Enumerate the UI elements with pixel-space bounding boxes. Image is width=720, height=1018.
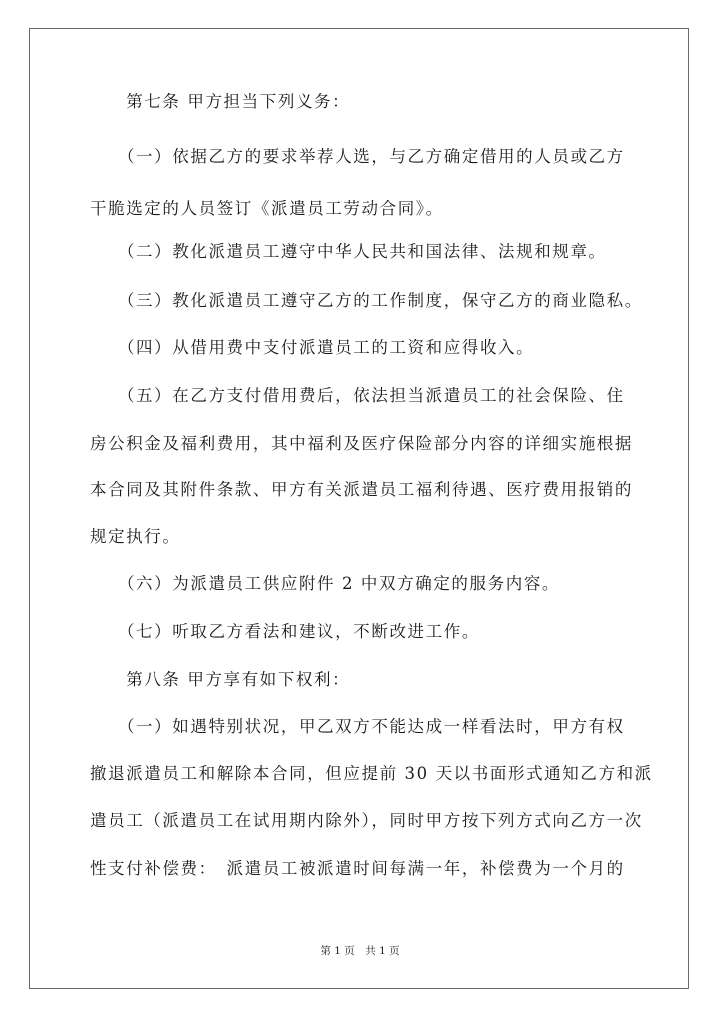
paragraph-line: （三）教化派遣员工遵守乙方的工作制度，保守乙方的商业隐私。 bbox=[90, 291, 643, 310]
paragraph-line: 性支付补偿费： 派遣员工被派遣时间每满一年，补偿费为一个月的 bbox=[90, 859, 625, 878]
article-heading: 第八条 甲方享有如下权利： bbox=[90, 670, 351, 689]
paragraph-line: （一）依据乙方的要求举荐人选，与乙方确定借用的人员或乙方 bbox=[90, 147, 625, 166]
paragraph-line: （四）从借用费中支付派遣员工的工资和应得收入。 bbox=[90, 338, 535, 357]
article-heading: 第七条 甲方担当下列义务： bbox=[90, 92, 351, 111]
paragraph-line: （六）为派遣员工供应附件 2 中双方确定的服务内容。 bbox=[90, 574, 561, 593]
paragraph-line: 干脆选定的人员签订《派遣员工劳动合同》。 bbox=[90, 199, 444, 218]
paragraph-line: （五）在乙方支付借用费后，依法担当派遣员工的社会保险、住 bbox=[90, 386, 625, 405]
paragraph-line: 遣员工（派遣员工在试用期内除外），同时甲方按下列方式向乙方一次 bbox=[90, 811, 643, 830]
page-border bbox=[29, 28, 689, 989]
paragraph-line: 房公积金及福利费用，其中福利及医疗保险部分内容的详细实施根据 bbox=[90, 434, 633, 453]
page-footer: 第 1 页 共 1 页 bbox=[320, 945, 400, 957]
paragraph-line: 规定执行。 bbox=[90, 527, 181, 546]
paragraph-line: 本合同及其附件条款、甲方有关派遣员工福利待遇、医疗费用报销的 bbox=[90, 480, 633, 499]
paragraph-line: （七）听取乙方看法和建议，不断改进工作。 bbox=[90, 622, 480, 641]
paragraph-line: （二）教化派遣员工遵守中华人民共和国法律、法规和规章。 bbox=[90, 242, 607, 261]
paragraph-line: （一）如遇特别状况，甲乙双方不能达成一样看法时，甲方有权 bbox=[90, 717, 625, 736]
paragraph-line: 撤退派遣员工和解除本合同，但应提前 30 天以书面形式通知乙方和派 bbox=[90, 764, 653, 783]
